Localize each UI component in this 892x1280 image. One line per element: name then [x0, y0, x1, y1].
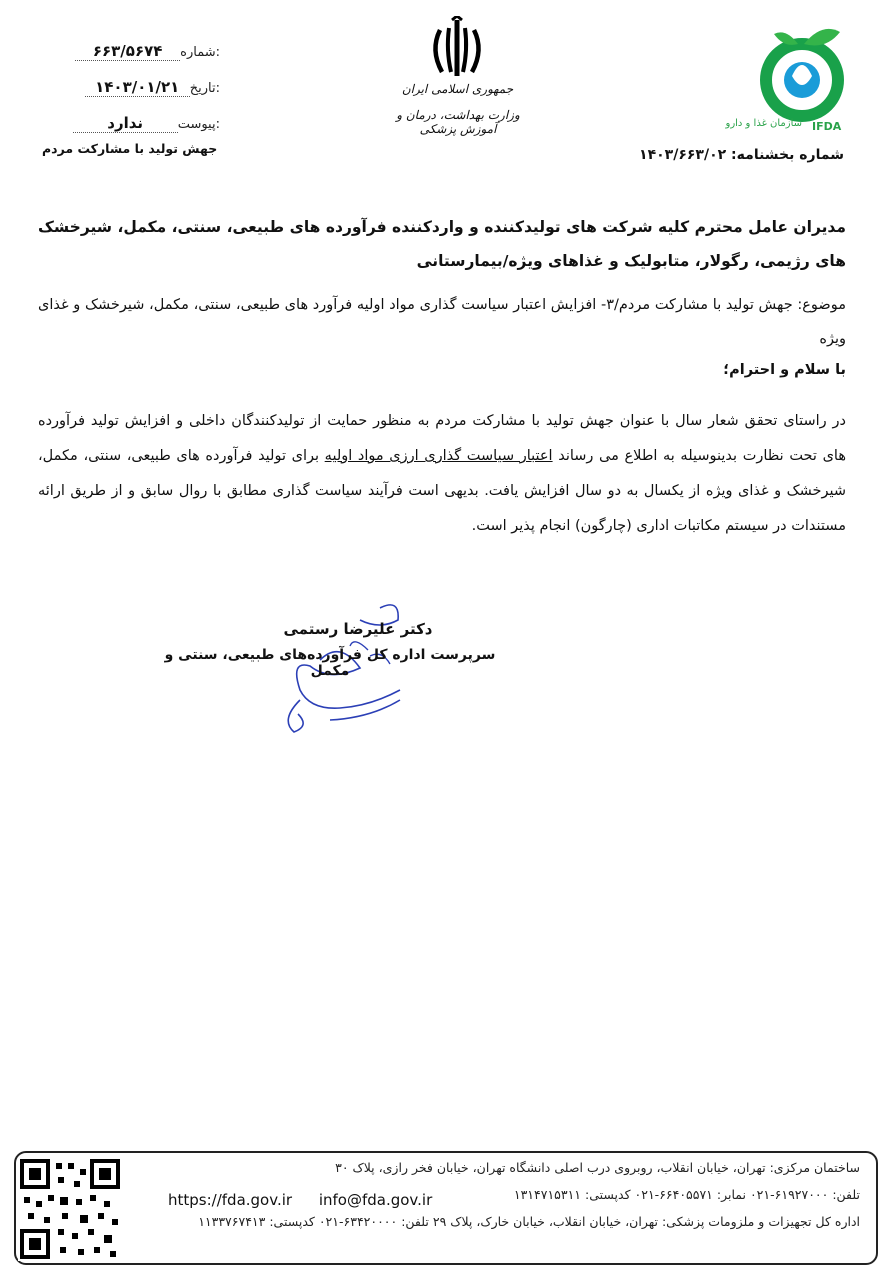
letter-date-label: تاریخ: — [189, 81, 220, 96]
footer-web-links — [168, 1191, 454, 1209]
footer-address-line: ساختمان مرکزی: تهران، خیابان انقلاب، روبروی درب اصلی دانشگاه تهران، خیابان فخر رازی، پلاک ۳۰ — [335, 1160, 860, 1175]
letter-attachment-value: ندارد — [73, 114, 178, 133]
letter-date-row — [40, 78, 220, 114]
letter-meta — [40, 42, 220, 150]
qr-code-icon — [18, 1157, 122, 1261]
org-name: سازمان غذا و دارو — [725, 118, 802, 129]
website-link[interactable]: https://fda.gov.ir — [168, 1191, 293, 1209]
iran-emblem-icon — [424, 16, 490, 82]
paragraph-part-1: در راستای تحقق شعار سال با عنوان جهش تولید با مشارکت مردم به منظور حمایت از تولیدکنندگان داخلی و افزایش تولید فرآورده های تحت نظارت بدینوسیله به اطلاع می رساند — [38, 413, 846, 464]
org-abbr: IFDA — [812, 120, 842, 133]
greeting: با سلام و احترام؛ — [723, 362, 846, 378]
letter-number-value: ۶۶۳/۵۶۷۴ — [75, 42, 180, 61]
addressee: مدیران عامل محترم کلیه شرکت های تولیدکننده و واردکننده فرآورده های طبیعی، سنتی، مکمل، شیرخشک های رژیمی، رگولار، متابولیک و غذاهای ویژه/بیمارستانی — [38, 218, 846, 270]
subject-line — [38, 288, 846, 356]
circular-number: شماره بخشنامه: ۱۴۰۳/۶۶۳/۰۲ — [639, 147, 844, 163]
ministry-caption: وزارت بهداشت، درمان و آموزش پزشکی — [396, 108, 520, 136]
republic-caption: جمهوری اسلامی ایران — [401, 82, 514, 96]
paragraph-part-2: برای تولید فرآورده های طبیعی، سنتی، مکمل، شیرخشک و غذای ویژه از یکسال به دو سال افزایش یافت. بدیهی است فرآیند سیاست گذاری مطابق با روال سابق و از طریق ارائه مستندات در سیستم مکاتبات اداری (چارگون) انجام پذیر است. — [38, 448, 846, 534]
signer-title: سرپرست اداره کل فرآورده‌های طبیعی، سنتی و مکمل — [164, 647, 496, 679]
footer-branch-line: اداره کل تجهیزات و ملزومات پزشکی: تهران، خیابان انقلاب، خیابان خارک، پلاک ۲۹ تلفن: ۶۳۴۲۰۰۰۰-۰۲۱ کدپستی: ۱۱۳۳۷۶۷۴۱۳ — [198, 1214, 860, 1229]
letter-attachment-label: پیوست: — [177, 117, 220, 132]
campaign-slogan: جهش تولید با مشارکت مردم — [42, 141, 218, 156]
paragraph-underlined: اعتبار سیاست گذاری ارزی مواد اولیه — [324, 448, 553, 464]
subject-label: موضوع: — [797, 297, 846, 313]
subject-text: جهش تولید با مشارکت مردم/۳- افزایش اعتبار سیاست گذاری مواد اولیه فرآورد های طبیعی، سنتی، مکمل، شیرخشک و غذای ویژه — [38, 297, 846, 347]
email-link[interactable]: info@fda.gov.ir — [318, 1191, 433, 1209]
letter-number-row — [40, 42, 220, 78]
letter-number-label: شماره: — [180, 45, 220, 60]
body-paragraph — [38, 404, 846, 544]
letter-date-value: ۱۴۰۳/۰۱/۲۱ — [85, 78, 190, 97]
footer-contact-line: تلفن: ۶۱۹۲۷۰۰۰-۰۲۱ نمابر: ۶۶۴۰۵۵۷۱-۰۲۱ کدپستی: ۱۳۱۴۷۱۵۳۱۱ — [513, 1187, 860, 1202]
signer-name: دکتر علیرضا رستمی — [283, 620, 433, 638]
